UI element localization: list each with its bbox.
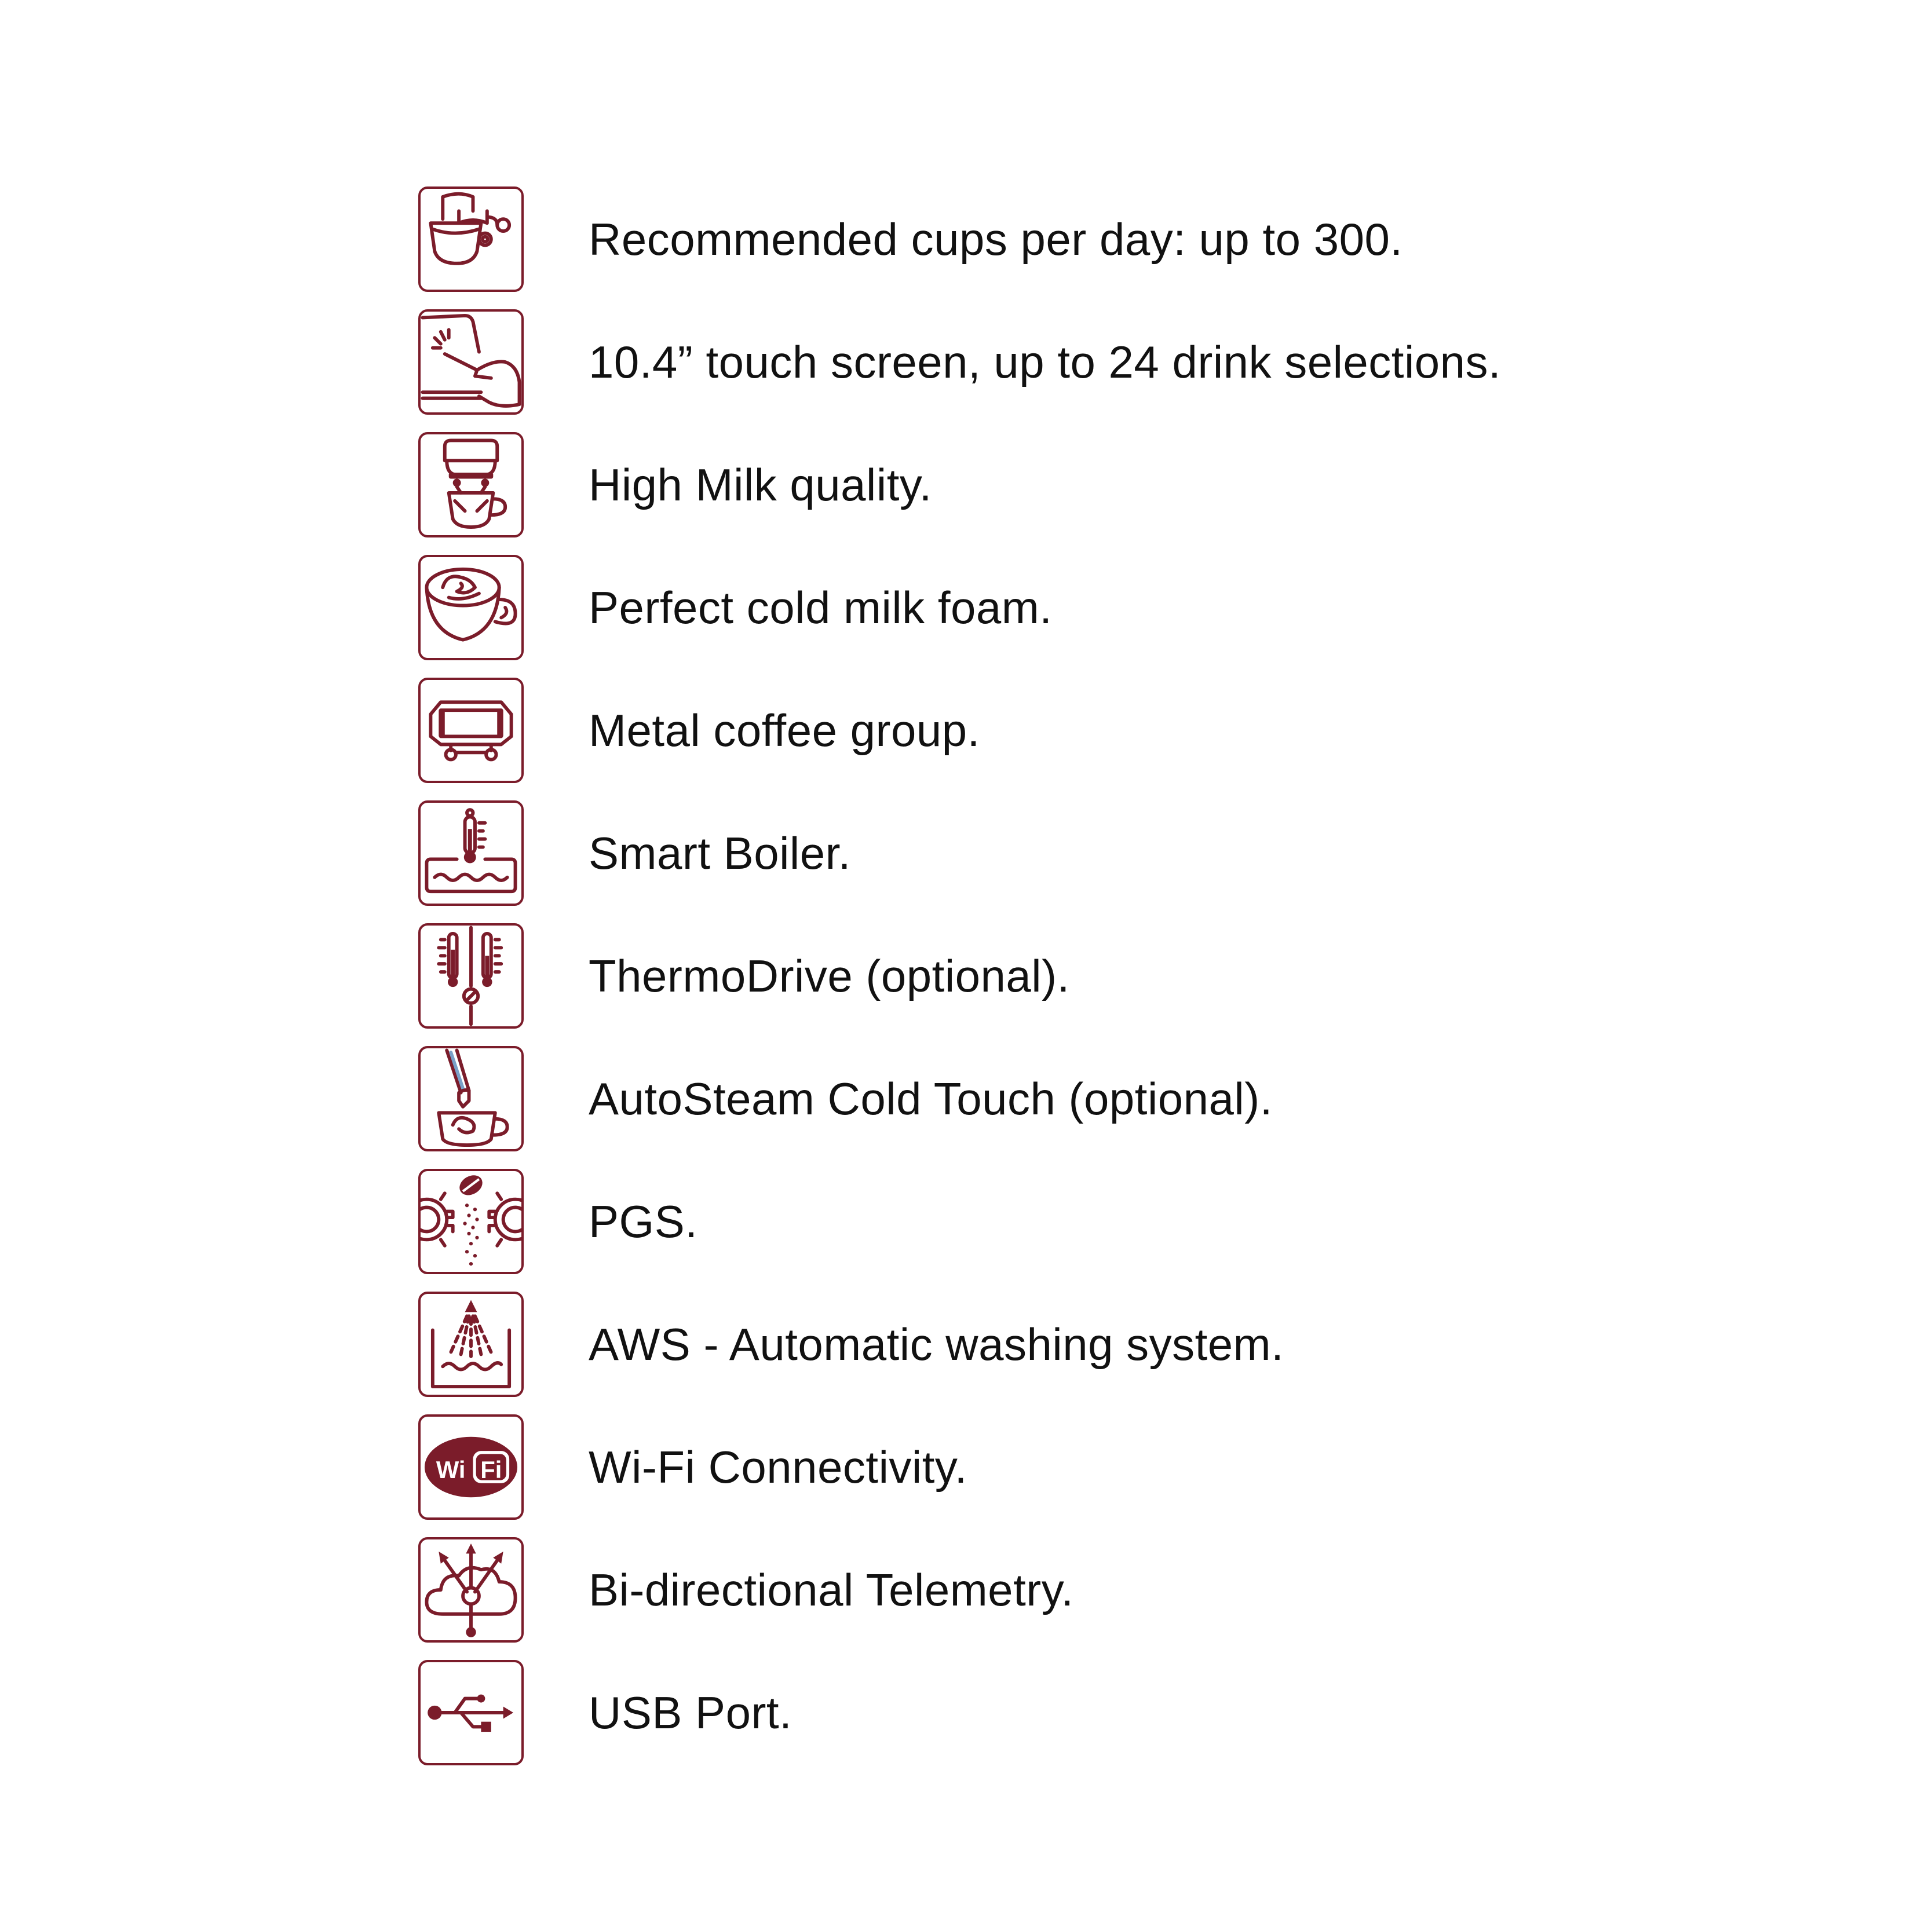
feature-row-autosteam	[418, 1045, 1693, 1153]
feature-label: AutoSteam Cold Touch (optional).	[589, 1073, 1273, 1124]
coffee-cups-icon	[418, 186, 524, 292]
feature-row-touch-screen	[418, 308, 1693, 416]
feature-row-pgs	[418, 1168, 1693, 1275]
feature-row-aws	[418, 1290, 1693, 1398]
feature-row-milk-quality	[418, 431, 1693, 539]
cloud-telemetry-icon	[418, 1537, 524, 1643]
milk-foam-cup-icon	[418, 555, 524, 660]
washing-spray-icon	[418, 1292, 524, 1397]
feature-label: ThermoDrive (optional).	[589, 950, 1070, 1001]
coffee-group-icon	[418, 678, 524, 783]
feature-label: High Milk quality.	[589, 459, 932, 510]
feature-row-coffee-group	[418, 676, 1693, 784]
wifi-text-wi: Wi	[436, 1456, 466, 1484]
milk-dispenser-icon	[418, 432, 524, 537]
feature-label: Perfect cold milk foam.	[589, 582, 1053, 633]
feature-label: USB Port.	[589, 1687, 792, 1738]
grinder-gears-icon	[418, 1169, 524, 1274]
steam-wand-icon	[418, 1046, 524, 1151]
feature-label: Bi-directional Telemetry.	[589, 1564, 1074, 1615]
feature-label: Metal coffee group.	[589, 704, 980, 756]
wifi-icon	[418, 1414, 524, 1520]
touch-screen-icon	[418, 309, 524, 415]
feature-label: Recommended cups per day: up to 300.	[589, 213, 1403, 265]
feature-row-usb	[418, 1659, 1693, 1767]
feature-label: PGS.	[589, 1195, 698, 1247]
feature-label: Wi-Fi Connectivity.	[589, 1441, 967, 1493]
usb-icon	[418, 1660, 524, 1765]
dual-thermometer-icon	[418, 923, 524, 1029]
feature-row-wifi	[418, 1413, 1693, 1521]
feature-label: AWS - Automatic washing system.	[589, 1318, 1284, 1370]
feature-row-smart-boiler	[418, 799, 1693, 907]
feature-row-telemetry	[418, 1536, 1693, 1644]
feature-row-cups	[418, 185, 1693, 293]
feature-row-milk-foam	[418, 554, 1693, 661]
feature-label: 10.4” touch screen, up to 24 drink selections.	[589, 336, 1502, 387]
boiler-thermometer-icon	[418, 800, 524, 906]
wifi-text-fi: Fi	[480, 1456, 502, 1484]
feature-row-thermodrive	[418, 922, 1693, 1030]
feature-label: Smart Boiler.	[589, 827, 851, 879]
